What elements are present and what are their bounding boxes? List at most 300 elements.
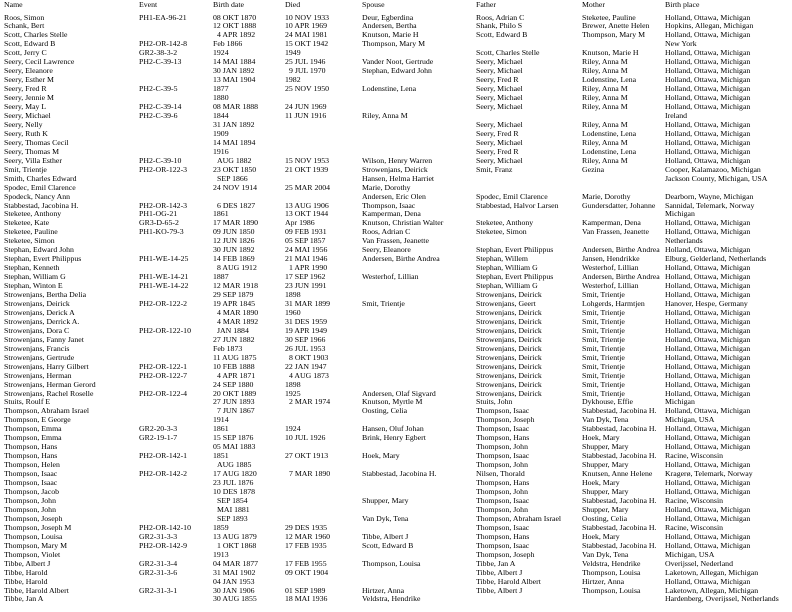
died-cell: 30 SEP 1966	[285, 334, 326, 344]
mother-cell: Jansen, Hendrikke	[582, 254, 640, 264]
father-cell: Thompson, Isaac	[476, 522, 530, 532]
father-cell: Stephan, Evert Philippus	[476, 272, 554, 282]
died-cell: 18 MAI 1936	[285, 594, 328, 604]
died-cell: 13 AUG 1906	[285, 200, 329, 210]
birth-date-cell: AUG 1885	[217, 460, 252, 470]
birth-place-cell: Holland, Ottawa, Michigan	[665, 379, 751, 389]
event-cell: GR2-31-3-4	[139, 558, 178, 568]
name-cell: Stephan, Kenneth	[4, 263, 60, 273]
birth-place-cell: Dearborn, Wayne, Michigan	[665, 191, 754, 201]
died-cell: 11 JUN 1916	[285, 110, 327, 120]
name-cell: Tibbe, Harold	[4, 567, 48, 577]
name-cell: Thompson, John	[4, 495, 56, 505]
event-cell: PH2-OR-122-10	[139, 325, 191, 335]
birth-date-cell: 30 JUN 1892	[213, 245, 255, 255]
mother-cell: Kamperman, Dena	[582, 218, 641, 228]
name-cell: Strowenjans, Dora C	[4, 325, 70, 335]
birth-date-cell: 1914	[213, 415, 229, 425]
birth-date-cell: 27 JUN 1882	[213, 334, 255, 344]
mother-cell: Smit, Trientje	[582, 388, 625, 398]
birth-place-cell: Holland, Ottawa, Michigan	[665, 576, 751, 586]
father-cell: Thompson, Joseph	[476, 549, 535, 559]
mother-cell: Smit, Trientje	[582, 352, 625, 362]
event-cell: PH2-OR-142-3	[139, 200, 188, 210]
name-cell: Thompson, Mary M	[4, 540, 68, 550]
name-cell: Strowenjans, Francis	[4, 343, 70, 353]
name-cell: Smit, Trientje	[4, 164, 47, 174]
died-cell: 13 OKT 1944	[285, 209, 329, 219]
name-cell: Seery, May L	[4, 102, 47, 112]
birth-place-cell: Holland, Ottawa, Michigan	[665, 12, 751, 22]
mother-cell: Lodenstine, Lena	[582, 146, 637, 156]
died-cell: 1925	[285, 388, 301, 398]
father-cell: Steketee, Anthony	[476, 218, 534, 228]
name-cell: Seery, Thomas Cecil	[4, 137, 69, 147]
mother-cell: Smit, Trientje	[582, 343, 625, 353]
birth-place-cell: Kragerø, Telemark, Norway	[665, 469, 753, 479]
birth-date-cell: 4 MAR 1890	[217, 307, 259, 317]
birth-date-cell: 1880	[213, 93, 229, 103]
mother-cell: Shupper, Mary	[582, 442, 629, 452]
mother-cell: Smit, Trientje	[582, 334, 625, 344]
birth-place-cell: Holland, Ottawa, Michigan	[665, 227, 751, 237]
father-cell: Strowenjans, Deirick	[476, 307, 542, 317]
spouse-cell: Veldstra, Hendrike	[362, 594, 421, 604]
father-cell: Spodec, Emil Clarence	[476, 191, 548, 201]
died-cell: 29 DES 1935	[285, 522, 328, 532]
died-cell: 15 NOV 1953	[285, 155, 330, 165]
spouse-cell: Thompson, Mary M	[362, 39, 426, 49]
birth-place-cell: Hanover, Hespe, Germany	[665, 299, 748, 308]
name-cell: Stephan, Evert Philippus	[4, 254, 82, 264]
event-cell: GR2-19-1-7	[139, 433, 178, 443]
birth-date-cell: 1887	[213, 272, 229, 282]
mother-cell: Thompson, Louisa	[582, 567, 641, 577]
mother-cell: Shupper, Mary	[582, 504, 629, 514]
birth-place-cell: Racine, Wisconsin	[665, 451, 724, 461]
died-cell: 19 APR 1949	[285, 325, 328, 335]
name-cell: Tibbe, Harold	[4, 576, 48, 586]
birth-place-cell: Ireland	[665, 110, 688, 120]
spouse-cell: Stephan, Edward John	[362, 66, 432, 76]
name-cell: Scott, Charles Stelle	[4, 30, 68, 40]
mother-cell: Stabbestad, Jacobina H.	[582, 522, 657, 532]
birth-date-cell: 27 JUN 1893	[213, 397, 255, 407]
birth-place-cell: Holland, Ottawa, Michigan	[665, 281, 751, 291]
birth-place-cell: Holland, Ottawa, Michigan	[665, 540, 751, 550]
father-cell: Seery, Fred R	[476, 128, 519, 138]
birth-place-cell: Racine, Wisconsin	[665, 495, 724, 505]
father-cell: Tibbe, Harold Albert	[476, 576, 541, 586]
died-cell: 31 DES 1959	[285, 316, 328, 326]
name-cell: Seery, Thomas M	[4, 146, 60, 156]
event-cell: PH2-C-39-6	[139, 110, 178, 120]
father-cell: Smit, Franz	[476, 164, 513, 174]
mother-cell: Hoek, Mary	[582, 433, 620, 443]
birth-place-cell: Holland, Ottawa, Michigan	[665, 325, 751, 335]
spouse-cell: Knutson, Christian Walter	[362, 218, 444, 228]
birth-place-cell: Holland, Ottawa, Michigan	[665, 406, 751, 416]
father-cell: Seery, Michael	[476, 119, 523, 129]
event-cell: PH2-OR-142-2	[139, 469, 188, 479]
birth-date-cell: 30 JAN 1892	[213, 66, 255, 76]
spouse-cell: Andersen, Birthe Andrea	[362, 254, 440, 264]
name-cell: Thompson, Hans	[4, 451, 58, 461]
father-cell: Thompson, Isaac	[476, 424, 530, 434]
spouse-cell: Andersen, Eric Olen	[362, 191, 426, 201]
died-cell: 10 JUL 1926	[285, 433, 326, 443]
name-cell: Thompson, Joseph M	[4, 522, 72, 532]
spouse-cell: Seery, Eleanore	[362, 245, 411, 255]
father-cell: Scott, Charles Stelle	[476, 48, 540, 58]
birth-date-cell: 1844	[213, 110, 229, 120]
birth-place-cell: Holland, Ottawa, Michigan	[665, 334, 751, 344]
name-cell: Thompson, E George	[4, 415, 71, 425]
spouse-cell: Deur, Egberdina	[362, 12, 414, 22]
birth-place-cell: Holland, Ottawa, Michigan	[665, 352, 751, 362]
father-cell: Strowenjans, Deirick	[476, 370, 542, 380]
name-cell: Steketee, Anthony	[4, 209, 62, 219]
birth-place-cell: Overijssel, Nederland	[665, 558, 733, 568]
father-cell: Thompson, Joseph	[476, 415, 535, 425]
father-cell: Thompson, Hans	[476, 531, 530, 541]
name-cell: Thompson, Helen	[4, 460, 60, 470]
father-cell: Thompson, Isaac	[476, 451, 530, 461]
mother-cell: Andersen, Birthe Andrea	[582, 245, 660, 255]
birth-date-cell: 1861	[213, 209, 229, 219]
birth-place-cell: Holland, Ottawa, Michigan	[665, 478, 751, 488]
spouse-cell: Roos, Adrian C	[362, 227, 411, 237]
died-cell: 23 JUN 1991	[285, 281, 327, 291]
event-cell: PH2-C-39-13	[139, 57, 182, 67]
name-cell: Thompson, Jacob	[4, 487, 60, 497]
died-cell: 1898	[285, 290, 301, 300]
mother-cell: Marie, Dorothy	[582, 191, 631, 201]
mother-cell: Smit, Trientje	[582, 325, 625, 335]
mother-cell: Steketee, Pauline	[582, 12, 636, 22]
died-cell: 26 JUL 1953	[285, 343, 326, 353]
column-header-mother: Mother	[582, 0, 605, 9]
mother-cell: Lodenstine, Lena	[582, 75, 637, 85]
birth-place-cell: Holland, Ottawa, Michigan	[665, 504, 751, 514]
died-cell: 12 MAR 1960	[285, 531, 331, 541]
birth-date-cell: 4 MAR 1892	[217, 316, 259, 326]
birth-date-cell: 31 MAI 1902	[213, 567, 256, 577]
mother-cell: Riley, Anna M	[582, 102, 628, 112]
mother-cell: Van Dyk, Tena	[582, 415, 629, 425]
name-cell: Strowenjans, Derick A	[4, 307, 75, 317]
birth-date-cell: Feb 1866	[213, 39, 243, 49]
birth-place-cell: Holland, Ottawa, Michigan	[665, 361, 751, 371]
father-cell: Thompson, John	[476, 504, 528, 514]
father-cell: Seery, Fred R	[476, 75, 519, 85]
spouse-cell: Hirtzer, Anna	[362, 585, 405, 595]
died-cell: 21 OKT 1939	[285, 164, 329, 174]
father-cell: Stephan, Willem	[476, 254, 528, 264]
birth-date-cell: 13 AUG 1879	[213, 531, 257, 541]
spouse-cell: Lodenstine, Lena	[362, 84, 417, 94]
birth-date-cell: 10 FEB 1888	[213, 361, 255, 371]
birth-date-cell: 14 FEB 1869	[213, 254, 255, 264]
name-cell: Seery, Michael	[4, 110, 51, 120]
father-cell: Stabbestad, Halvor Larsen	[476, 200, 559, 210]
birth-place-cell: Holland, Ottawa, Michigan	[665, 57, 751, 67]
spouse-cell: Oosting, Celia	[362, 406, 408, 416]
birth-date-cell: 4 APR 1871	[217, 370, 256, 380]
father-cell: Strowenjans, Geert	[476, 299, 536, 308]
mother-cell: Stabbestad, Jacobina H.	[582, 495, 657, 505]
spouse-cell: Andersen, Bertha	[362, 21, 417, 31]
name-cell: Thompson, Isaac	[4, 478, 58, 488]
spouse-cell: Hansen, Helma Harriet	[362, 173, 435, 183]
name-cell: Thompson, Hans	[4, 442, 58, 452]
died-cell: 1982	[285, 75, 301, 85]
mother-cell: Gezina	[582, 164, 605, 174]
died-cell: 10 APR 1969	[285, 21, 328, 31]
father-cell: Thompson, Isaac	[476, 540, 530, 550]
birth-date-cell: 30 AUG 1855	[213, 594, 257, 604]
event-cell: PH2-C-39-5	[139, 84, 178, 94]
father-cell: Seery, Fred R	[476, 146, 519, 156]
mother-cell: Thompson, Louisa	[582, 585, 641, 595]
birth-place-cell: Holland, Ottawa, Michigan	[665, 487, 751, 497]
column-header-birth-date: Birth date	[213, 0, 244, 9]
event-cell: PH2-C-39-10	[139, 155, 182, 165]
mother-cell: Smit, Trientje	[582, 361, 625, 371]
spouse-cell: Marie, Dorothy	[362, 182, 411, 192]
birth-date-cell: 7 JUN 1867	[217, 406, 255, 416]
mother-cell: Smit, Trientje	[582, 316, 625, 326]
birth-place-cell: Holland, Ottawa, Michigan	[665, 84, 751, 94]
name-cell: Thompson, Violet	[4, 549, 61, 559]
name-cell: Spodeck, Nancy Ann	[4, 191, 71, 201]
died-cell: 17 FEB 1955	[285, 558, 327, 568]
spouse-cell: Tibbe, Albert J	[362, 531, 409, 541]
mother-cell: Stabbestad, Jacobina H.	[582, 451, 657, 461]
birth-date-cell: 30 JAN 1906	[213, 585, 255, 595]
died-cell: 7 MAR 1890	[289, 469, 331, 479]
name-cell: Stephan, Edward John	[4, 245, 74, 255]
birth-date-cell: 15 SEP 1876	[213, 433, 254, 443]
mother-cell: Riley, Anna M	[582, 137, 628, 147]
died-cell: 8 OKT 1903	[289, 352, 329, 362]
event-cell: GR2-31-3-3	[139, 531, 178, 541]
mother-cell: Riley, Anna M	[582, 57, 628, 67]
birth-place-cell: Holland, Ottawa, Michigan	[665, 424, 751, 434]
name-cell: Scott, Edward B	[4, 39, 56, 49]
birth-place-cell: Racine, Wisconsin	[665, 522, 724, 532]
father-cell: Thompson, John	[476, 487, 528, 497]
event-cell: PH2-OR-122-3	[139, 164, 188, 174]
birth-place-cell: Holland, Ottawa, Michigan	[665, 128, 751, 138]
birth-date-cell: 14 MAI 1884	[213, 57, 256, 67]
died-cell: 25 NOV 1950	[285, 84, 330, 94]
father-cell: Seery, Michael	[476, 84, 523, 94]
died-cell: 24 JUN 1969	[285, 102, 327, 112]
column-header-event: Event	[139, 0, 158, 9]
spouse-cell: Van Dyk, Tena	[362, 513, 409, 523]
name-cell: Strowenjans, Herman Gerord	[4, 379, 96, 389]
name-cell: Thompson, Emma	[4, 424, 62, 434]
birth-place-cell: Michigan, USA	[665, 415, 715, 425]
birth-place-cell: Holland, Ottawa, Michigan	[665, 388, 751, 398]
father-cell: Seery, Michael	[476, 93, 523, 103]
birth-date-cell: 12 MAR 1918	[213, 281, 259, 291]
father-cell: Strowenjans, Deirick	[476, 361, 542, 371]
birth-date-cell: 08 OKT 1870	[213, 12, 257, 22]
birth-date-cell: 4 APR 1892	[217, 30, 256, 40]
died-cell: 24 MAI 1981	[285, 30, 328, 40]
died-cell: 17 FEB 1935	[285, 540, 327, 550]
father-cell: Thompson, Isaac	[476, 406, 530, 416]
mother-cell: Riley, Anna M	[582, 84, 628, 94]
father-cell: Seery, Michael	[476, 155, 523, 165]
mother-cell: Oosting, Celia	[582, 513, 628, 523]
mother-cell: Stabbestad, Jacobina H.	[582, 540, 657, 550]
died-cell: 9 JUL 1970	[289, 66, 326, 76]
mother-cell: Dykhouse, Effie	[582, 397, 633, 407]
name-cell: Stephan, William G	[4, 272, 66, 282]
spouse-cell: Scott, Edward B	[362, 540, 414, 550]
father-cell: Roos, Adrian C	[476, 12, 525, 22]
event-cell: PH1-EA-96-21	[139, 12, 187, 22]
name-cell: Steketee, Pauline	[4, 227, 58, 237]
birth-date-cell: 29 SEP 1879	[213, 290, 254, 300]
father-cell: Thompson, Hans	[476, 478, 530, 488]
birth-place-cell: Sannidal, Telemark, Norway	[665, 200, 755, 210]
name-cell: Thompson, Abraham Israel	[4, 406, 90, 416]
birth-date-cell: 05 MAI 1883	[213, 442, 256, 452]
died-cell: 25 MAR 2004	[285, 182, 331, 192]
birth-date-cell: 19 APR 1845	[213, 299, 256, 308]
name-cell: Thompson, John	[4, 504, 56, 514]
mother-cell: Hoek, Mary	[582, 478, 620, 488]
father-cell: Stephan, William G	[476, 263, 538, 273]
name-cell: Seery, Jennie M	[4, 93, 54, 103]
name-cell: Strowenjans, Herman	[4, 370, 72, 380]
event-cell: PH1-OG-21	[139, 209, 178, 219]
birth-place-cell: Holland, Ottawa, Michigan	[665, 48, 751, 58]
birth-place-cell: Holland, Ottawa, Michigan	[665, 513, 751, 523]
birth-place-cell: Holland, Ottawa, Michigan	[665, 137, 751, 147]
spouse-cell: Knutson, Myrtle M	[362, 397, 423, 407]
father-cell: Stuits, John	[476, 397, 513, 407]
birth-place-cell: Michigan	[665, 397, 695, 407]
father-cell: Strowenjans, Deirick	[476, 290, 542, 300]
name-cell: Strowenjans, Harry Gilbert	[4, 361, 89, 371]
died-cell: 24 MAI 1956	[285, 245, 328, 255]
died-cell: 4 AUG 1873	[289, 370, 329, 380]
spouse-cell: Van Frassen, Jeanette	[362, 236, 429, 246]
father-cell: Thompson, John	[476, 460, 528, 470]
mother-cell: Andersen, Birthe Andrea	[582, 272, 660, 282]
died-cell: 17 SEP 1962	[285, 272, 326, 282]
birth-place-cell: Holland, Ottawa, Michigan	[665, 460, 751, 470]
died-cell: 2 MAR 1974	[289, 397, 331, 407]
died-cell: 1960	[285, 307, 301, 317]
died-cell: 1898	[285, 379, 301, 389]
mother-cell: Veldstra, Hendrike	[582, 558, 641, 568]
died-cell: 05 SEP 1857	[285, 236, 326, 246]
birth-place-cell: Holland, Ottawa, Michigan	[665, 263, 751, 273]
mother-cell: Brewer, Anette Helen	[582, 21, 650, 31]
event-cell: PH2-OR-142-10	[139, 522, 191, 532]
father-cell: Seery, Michael	[476, 66, 523, 76]
name-cell: Thompson, Joseph	[4, 513, 63, 523]
birth-place-cell: Holland, Ottawa, Michigan	[665, 218, 751, 228]
birth-place-cell: Holland, Ottawa, Michigan	[665, 155, 751, 165]
spouse-cell: Wilson, Henry Warren	[362, 155, 433, 165]
birth-date-cell: Feb 1873	[213, 343, 243, 353]
birth-date-cell: 1861	[213, 424, 229, 434]
died-cell: 01 SEP 1989	[285, 585, 326, 595]
name-cell: Tibbe, Albert J	[4, 558, 51, 568]
event-cell: PH2-OR-122-7	[139, 370, 188, 380]
event-cell: PH2-C-39-14	[139, 102, 182, 112]
name-cell: Strowenjans, Deirick	[4, 299, 70, 308]
birth-place-cell: New York	[665, 39, 697, 49]
father-cell: Tibbe, Albert J	[476, 585, 523, 595]
mother-cell: Shupper, Mary	[582, 487, 629, 497]
father-cell: Tibbe, Albert J	[476, 567, 523, 577]
mother-cell: Knutson, Marie H	[582, 48, 639, 58]
birth-date-cell: MAI 1881	[217, 504, 250, 514]
birth-place-cell: Holland, Ottawa, Michigan	[665, 93, 751, 103]
birth-date-cell: 10 DES 1878	[213, 487, 256, 497]
mother-cell: Shupper, Mary	[582, 460, 629, 470]
mother-cell: Smit, Trientje	[582, 379, 625, 389]
birth-date-cell: AUG 1882	[217, 155, 252, 165]
column-header-died: Died	[285, 0, 301, 9]
died-cell: Apr 1986	[285, 218, 315, 228]
table-row	[0, 595, 792, 604]
birth-place-cell: Holland, Ottawa, Michigan	[665, 442, 751, 452]
father-cell: Stephan, William G	[476, 281, 538, 291]
spouse-cell: Smit, Trientje	[362, 299, 405, 308]
birth-place-cell: Laketown, Allegan, Michigan	[665, 567, 759, 577]
name-cell: Strowenjans, Gertrude	[4, 352, 75, 362]
name-cell: Roos, Simon	[4, 12, 45, 22]
name-cell: Seery, Fred R	[4, 84, 47, 94]
name-cell: Thompson, Louisa	[4, 531, 63, 541]
father-cell: Strowenjans, Deirick	[476, 325, 542, 335]
birth-place-cell: Laketown, Allegan, Michigan	[665, 585, 759, 595]
birth-place-cell: Holland, Ottawa, Michigan	[665, 531, 751, 541]
father-cell: Shank, Philo S	[476, 21, 523, 31]
mother-cell: Lohgerds, Harmtjen	[582, 299, 645, 308]
birth-date-cell: 31 JAN 1892	[213, 119, 255, 129]
mother-cell: Hoek, Mary	[582, 531, 620, 541]
spouse-cell: Hansen, Oluf Johan	[362, 424, 424, 434]
name-cell: Seery, Villa Esther	[4, 155, 62, 165]
name-cell: Smith, Charles Edward	[4, 173, 77, 183]
mother-cell: Knutsen, Anne Helene	[582, 469, 653, 479]
spouse-cell: Westerhof, Lillian	[362, 272, 419, 282]
event-cell: PH2-OR-142-9	[139, 540, 188, 550]
spouse-cell: Shupper, Mary	[362, 495, 409, 505]
birth-place-cell: Michigan, USA	[665, 549, 715, 559]
birth-place-cell: Holland, Ottawa, Michigan	[665, 102, 751, 112]
died-cell: 1949	[285, 48, 301, 58]
table-header-row	[0, 0, 792, 9]
birth-date-cell: 09 JUN 1850	[213, 227, 255, 237]
birth-place-cell: Holland, Ottawa, Michigan	[665, 370, 751, 380]
event-cell: GR2-31-3-6	[139, 567, 178, 577]
event-cell: PH2-OR-122-4	[139, 388, 188, 398]
died-cell: 15 OKT 1942	[285, 39, 329, 49]
father-cell: Thompson, John	[476, 442, 528, 452]
column-header-father: Father	[476, 0, 496, 9]
